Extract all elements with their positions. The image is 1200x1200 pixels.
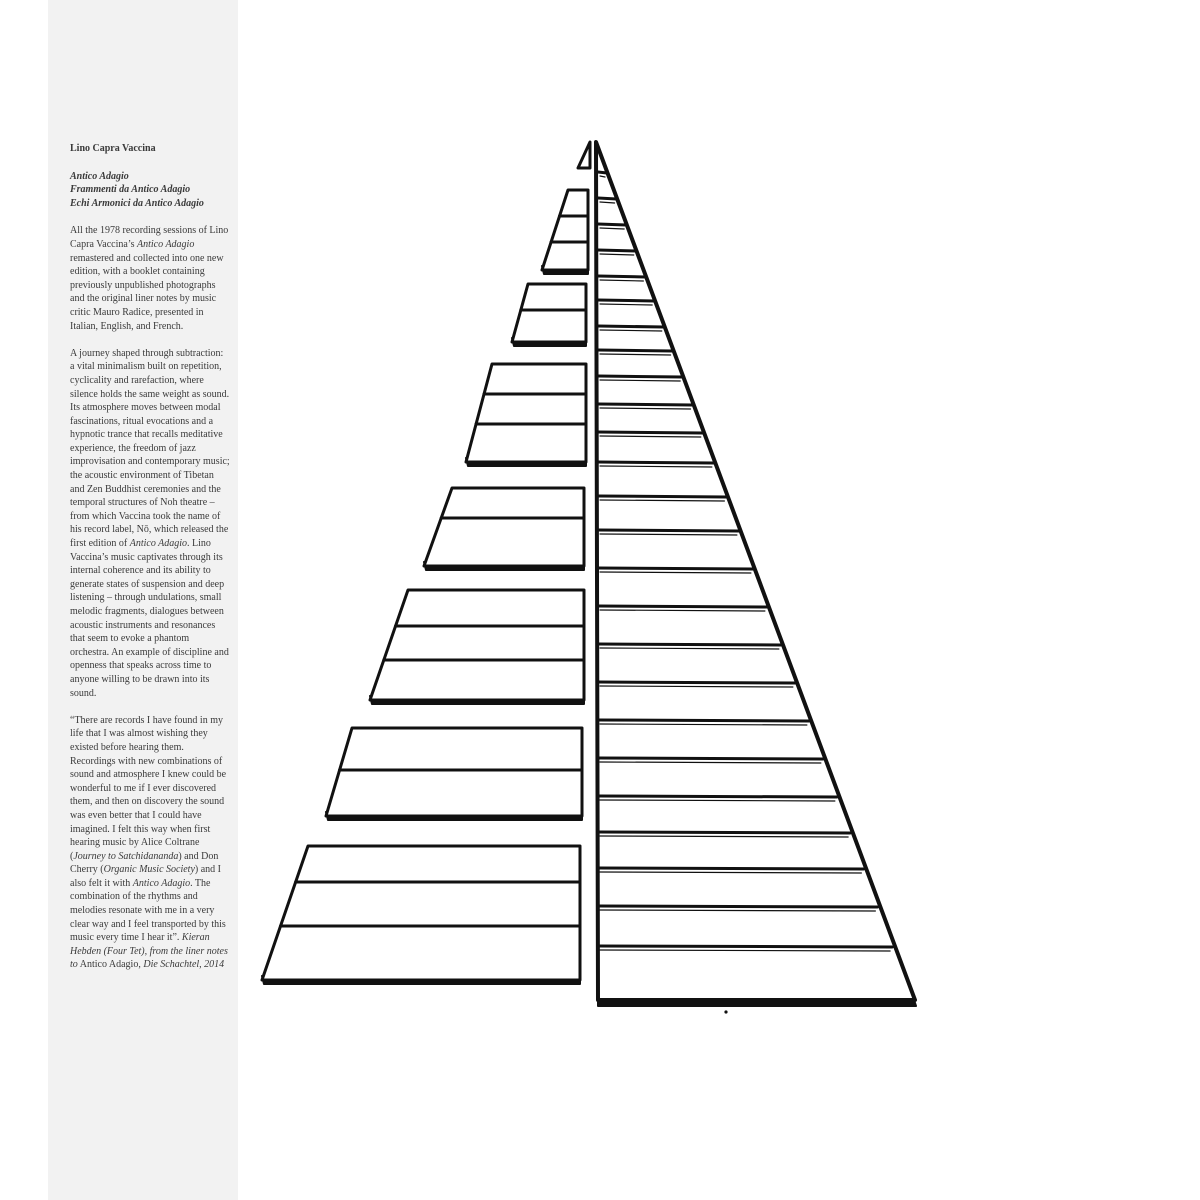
- quote-text-c: ) and Don Cherry (: [70, 850, 219, 876]
- intro-text-a: All the 1978 recording sessions of Lino Capra Vaccina’s: [70, 225, 229, 250]
- title-1: Antico Adagio: [70, 170, 129, 182]
- quote-title-1: Journey to Satchidananda: [73, 850, 179, 862]
- left-key-group: [326, 728, 582, 816]
- description-paragraph-1: A journey shaped through subtraction: a vital minimalism built on repetition, cyclicality and rarefaction, where silence holds the same weight as sound.: [70, 347, 230, 400]
- left-key-group: [370, 590, 584, 700]
- ladder-rung: [598, 404, 692, 405]
- intro-text-c: remastered and collected into one new edition, with a booklet containing previously unpublished photographs and the original liner notes by music critic Mauro Radice, presented in Italian, English, and French.: [70, 252, 224, 332]
- ladder-rung: [598, 350, 673, 351]
- ladder-rung: [598, 198, 617, 199]
- ladder-rung: [598, 172, 607, 173]
- quote-attribution: Kieran Hebden (Four Tet), from the liner notes to: [70, 932, 228, 971]
- left-key-group: [512, 284, 586, 342]
- quote-text-a: “There are records I have found in my life that I was almost wishing they existed before hearing them. Recordings with new combinations of sound and atmosphere I knew could be wonderful to me if I ever discovered them, and then on discovery the sound was even better that I could have imagined. I felt this way when first hearing music by Alice Coltrane (: [70, 714, 227, 862]
- ladder-rung: [598, 906, 877, 907]
- ladder-rung: [598, 224, 626, 225]
- ladder-rung: [598, 758, 823, 759]
- left-key-tip: [578, 142, 590, 168]
- left-key-group: [466, 364, 586, 462]
- ladder-rung: [598, 868, 863, 869]
- left-key-group: [262, 846, 580, 980]
- ladder-rung: [598, 796, 837, 797]
- ladder-rung: [598, 496, 726, 497]
- title-3: Echi Armonici da Antico Adagio: [70, 197, 204, 209]
- ladder-rung: [598, 300, 654, 301]
- ladder-rung: [598, 530, 739, 531]
- desc-text-c: . Lino Vaccina’s music captivates through its internal coherence and its ability to generate states of suspension and deep listening – through undulations, small melodic fragments, dialogues between acoustic instruments and resonances that seem to evoke a phantom orchestra. An example of discipline and openness that speaks across time to anyone willing to be drawn into its sound.: [70, 538, 229, 699]
- ladder-rung: [598, 326, 664, 327]
- ladder-rung: [598, 644, 781, 645]
- ladder-rung: [598, 946, 892, 947]
- quote-publisher: Die Schachtel, 2014: [143, 959, 225, 971]
- quote-text-e: ) and I also felt it with: [70, 864, 221, 889]
- intro-text-italic: Antico Adagio: [137, 238, 195, 250]
- ladder-rung: [598, 376, 682, 377]
- quote-title-2: Organic Music Society: [103, 864, 195, 876]
- ladder-rung: [598, 462, 714, 463]
- quote-text-g: . The combination of the rhythms and melodies resonate with me in a very clear way and I feel transported by this music every time I hear it”.: [70, 877, 226, 944]
- ladder-rung: [598, 250, 636, 251]
- left-key-group: [542, 190, 588, 270]
- right-ladder-outline: [596, 142, 915, 1000]
- desc-text-a: Its atmosphere moves between modal fascinations, ritual evocations and a hypnotic trance that recalls meditative experience, the freedom of jazz improvisation and contemporary music; the acoustic environment of Tibetan and Zen Buddhist ceremonies and the temporal structures of Noh theatre – from which Vaccina took the name of his record label, Nō, which released the first edition of: [70, 402, 230, 550]
- title-2: Frammenti da Antico Adagio: [70, 184, 191, 196]
- ladder-rung: [598, 432, 703, 433]
- artist-name: Lino Capra Vaccina: [70, 143, 156, 154]
- ladder-rung: [598, 276, 645, 277]
- quote-title-3: Antico Adagio: [132, 877, 191, 889]
- ladder-rung: [598, 720, 809, 721]
- ladder-rung: [598, 568, 753, 569]
- ladder-rung: [598, 832, 850, 833]
- left-key-group: [424, 488, 584, 566]
- ladder-rung: [598, 682, 795, 683]
- ladder-rung: [598, 606, 767, 607]
- quote-source: Antico Adagio,: [77, 959, 144, 971]
- desc-text-italic: Antico Adagio: [129, 538, 188, 550]
- artwork-dot: [724, 1010, 727, 1013]
